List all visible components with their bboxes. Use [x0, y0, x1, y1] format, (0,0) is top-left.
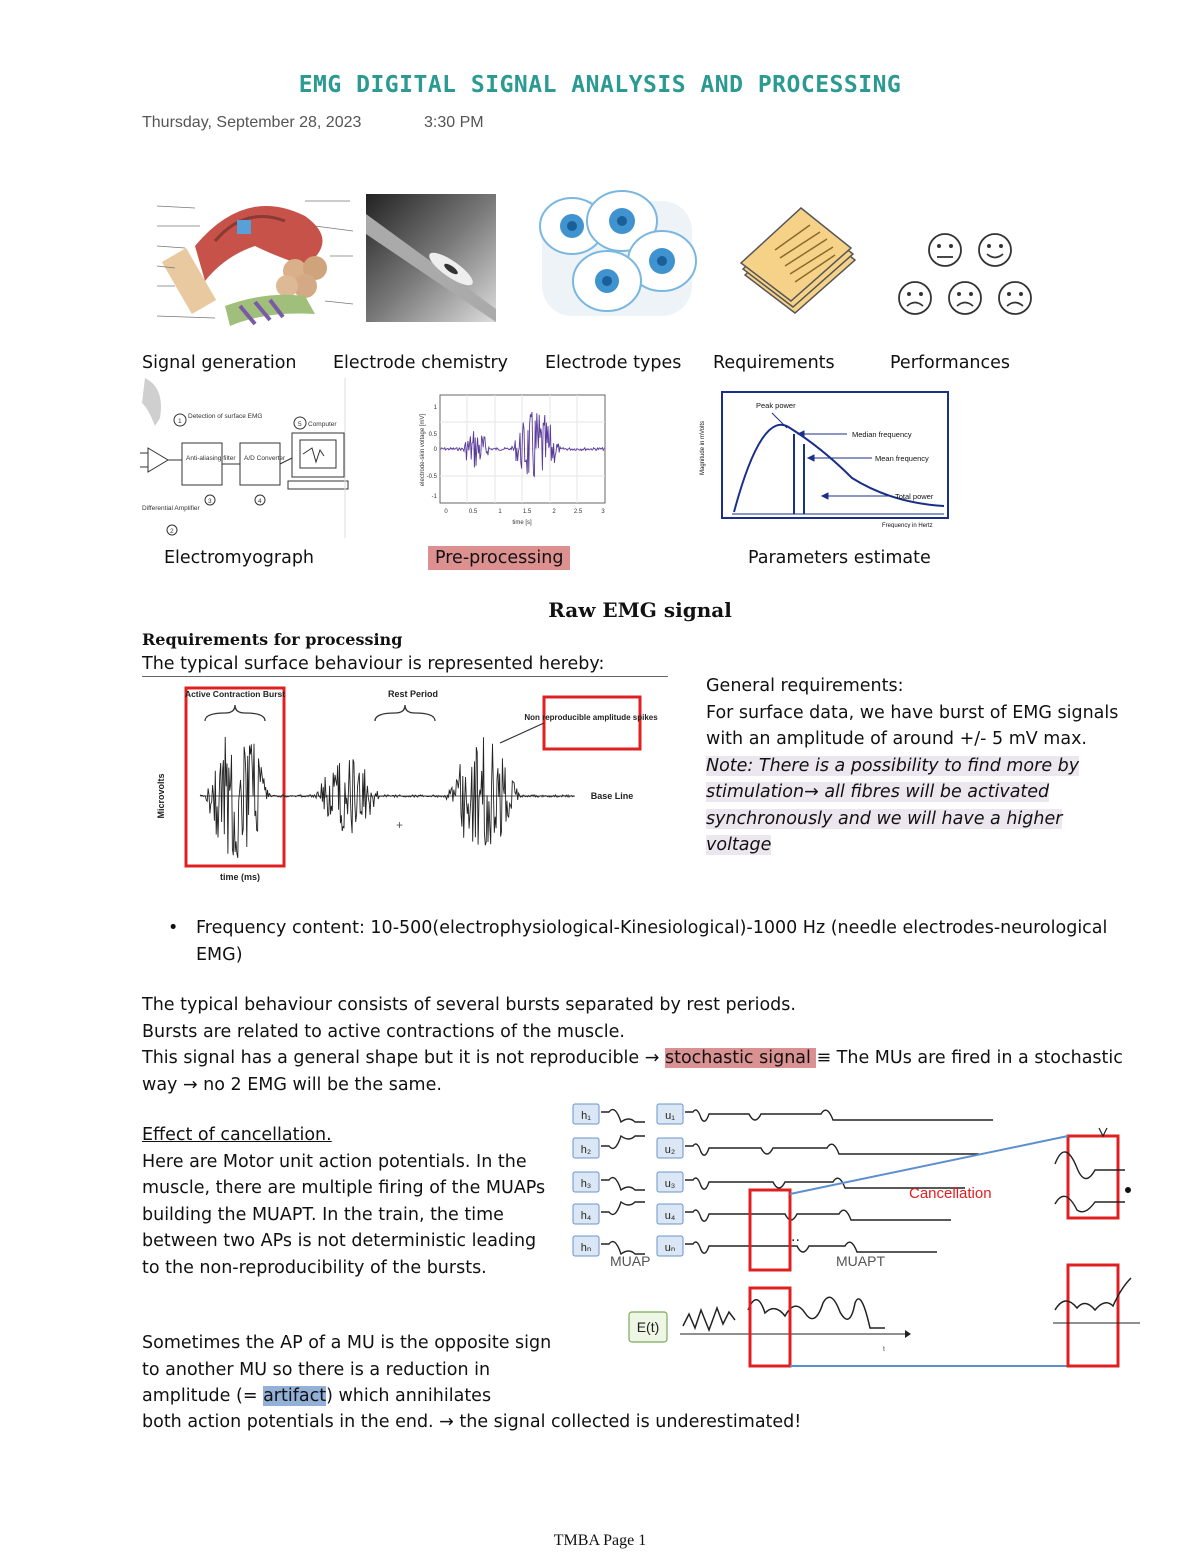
- general-requirements: [706, 673, 1121, 859]
- raw-label-nonrepro: Non reproducible amplitude spikes: [524, 713, 658, 722]
- h-box: [573, 1104, 599, 1124]
- h-box: [573, 1236, 599, 1256]
- performances-faces-image: [885, 228, 1040, 323]
- raw-label-active: Active Contraction Burst: [184, 689, 286, 699]
- pp-xlabel: time [s]: [512, 520, 532, 526]
- cancellation-text-2a: Sometimes the AP of a MU is the opposite sign to another MU so there is a reduction in amplitude (=: [142, 1333, 552, 1406]
- h-box: [573, 1172, 599, 1192]
- emg-num-1: 1: [178, 418, 182, 425]
- date-text: Thursday, September 28, 2023: [142, 114, 362, 131]
- svg-text:u₃: u₃: [664, 1178, 676, 1190]
- page-title: EMG DIGITAL SIGNAL ANALYSIS AND PROCESSING: [298, 72, 902, 98]
- time-text: 3:30 PM: [424, 114, 484, 131]
- u-box: [657, 1104, 683, 1124]
- pp-ytick: -0.5: [426, 474, 437, 480]
- caption-performances: Performances: [890, 353, 1011, 373]
- pp-ytick: 1: [433, 405, 437, 411]
- para-line-3a: This signal has a general shape but it is not reproducible →: [142, 1048, 665, 1068]
- spectrum-figure: [692, 388, 954, 528]
- h-box: [573, 1204, 599, 1224]
- pp-ytick: 0: [433, 447, 437, 453]
- emg-label-filter: Anti-aliasing filter: [186, 455, 236, 462]
- pp-ytick: -1: [431, 494, 437, 500]
- pp-xtick: 2: [552, 509, 556, 515]
- preprocessing-chart: [416, 390, 612, 530]
- raw-label-microvolts: Microvolts: [156, 773, 166, 819]
- general-requirements-text: For surface data, we have burst of EMG signals with an amplitude of around +/- 5 mV max.: [706, 702, 1119, 749]
- raw-emg-figure: [150, 683, 658, 888]
- pp-xtick: 0: [444, 509, 448, 515]
- requirements-heading: Requirements for processing: [142, 630, 403, 649]
- emg-label-detection: Detection of surface EMG: [188, 413, 263, 420]
- spectrum-label-median: Median frequency: [852, 430, 912, 439]
- pp-xtick: 1.5: [522, 509, 532, 515]
- spectrum-label-mean: Mean frequency: [875, 454, 929, 463]
- frequency-bullet: [168, 915, 1118, 968]
- emg-label-adc: A/D Converter: [244, 455, 286, 462]
- h-box: [573, 1138, 599, 1158]
- para-line-2: Bursts are related to active contractions of the muscle.: [142, 1021, 625, 1042]
- svg-text:hₙ: hₙ: [580, 1242, 592, 1254]
- caption-electrode-chemistry: Electrode chemistry: [333, 353, 509, 373]
- general-requirements-heading: General requirements:: [706, 676, 904, 696]
- pp-xtick: 1: [498, 509, 502, 515]
- caption-signal-generation: Signal generation: [142, 353, 297, 373]
- caption-preprocessing: Pre-processing: [428, 546, 570, 570]
- u-box: [657, 1138, 683, 1158]
- svg-text:u₁: u₁: [665, 1110, 675, 1122]
- emg-num-5: 5: [298, 421, 302, 428]
- muap-trace: [685, 1144, 979, 1155]
- note-text: Note: There is a possibility to find more by stimulation→ all fibres will be activated synchronously and we will have a higher voltage: [706, 755, 1080, 855]
- cancellation-section: [142, 1122, 547, 1281]
- pp-ylabel: electrode-skin voltage [mV]: [420, 413, 426, 487]
- cancellation-text-2b: both action potentials in the end. → the signal collected is underestimated!: [142, 1412, 802, 1432]
- frequency-bullet-item: • Frequency content: 10-500(electrophysiological-Kinesiological)-1000 Hz (needle electrodes-neurological EMG): [168, 915, 1118, 968]
- caption-electromyograph: Electromyograph: [164, 548, 315, 568]
- behaviour-paragraph: [142, 992, 1132, 1098]
- muap-trace: [685, 1110, 993, 1121]
- caption-requirements: Requirements: [713, 353, 835, 373]
- svg-text:u₄: u₄: [664, 1210, 676, 1222]
- caption-parameters-estimate: Parameters estimate: [748, 548, 931, 568]
- muap-label: MUAP: [610, 1253, 651, 1269]
- para-line-3: [142, 1045, 1132, 1098]
- caption-electrode-types: Electrode types: [545, 353, 682, 373]
- cancellation-text-1: Here are Motor unit action potentials. In the muscle, there are multiple firing of the MUAPs building the MUAPT. In the train, the time between two APs is not deterministic leading to the non-reproducibility of the bursts.: [142, 1151, 546, 1278]
- spectrum-label-total: Total power: [895, 492, 934, 501]
- raw-label-rest: Rest Period: [387, 689, 439, 699]
- svg-text:u₂: u₂: [664, 1144, 676, 1156]
- pp-ytick: 0.5: [428, 432, 437, 438]
- svg-text:h₂: h₂: [580, 1144, 592, 1156]
- emg-num-3: 3: [208, 498, 212, 505]
- muap-trace: [601, 1136, 645, 1148]
- muap-trace: [601, 1110, 645, 1122]
- raw-label-time: time (ms): [219, 872, 261, 882]
- pp-xtick: 3: [601, 509, 605, 515]
- u-box: [657, 1204, 683, 1224]
- para-line-3b: ≡ The MUs are fired in a stochastic way → no 2 EMG will be the same.: [142, 1048, 1123, 1095]
- emg-num-4: 4: [258, 498, 262, 505]
- spectrum-xlabel: Frequency in Hertz: [882, 523, 933, 528]
- et-label: E(t): [636, 1319, 660, 1335]
- ellipsis-dots: ..: [791, 1228, 800, 1245]
- electrode-chemistry-image: [366, 194, 496, 322]
- svg-text:uₙ: uₙ: [664, 1242, 676, 1254]
- muap-trace: [685, 1210, 951, 1221]
- para-line-1: The typical behaviour consists of several bursts separated by rest periods.: [142, 995, 796, 1015]
- muap-trace: [601, 1178, 645, 1190]
- general-requirements-note: [706, 753, 1121, 859]
- artifact-highlight: artifact: [263, 1386, 327, 1406]
- cancellation-text-2a-block: [142, 1330, 552, 1410]
- u-box: [657, 1236, 683, 1256]
- electrode-types-image: [527, 186, 702, 326]
- spectrum-label-peak: Peak power: [756, 401, 796, 410]
- page-footer: TMBA Page 1: [553, 1532, 647, 1549]
- t-label: t: [883, 1346, 885, 1353]
- pp-xtick: 0.5: [468, 509, 478, 515]
- pp-xtick: 2.5: [573, 509, 583, 515]
- stochastic-highlight: stochastic signal: [664, 1048, 817, 1068]
- emg-num-2: 2: [170, 528, 174, 535]
- raw-label-baseline: Base Line: [590, 791, 634, 801]
- emg-label-amplifier: Differential Amplifier: [142, 505, 200, 512]
- muap-trace: [685, 1242, 937, 1253]
- svg-text:h₁: h₁: [581, 1110, 591, 1122]
- emg-label-computer: Computer: [308, 421, 337, 428]
- typical-line: The typical surface behaviour is represented hereby:: [142, 652, 668, 677]
- cancellation-figure: [565, 1098, 1140, 1373]
- muap-trace: [601, 1202, 645, 1214]
- svg-text:+: +: [396, 818, 404, 832]
- electromyograph-figure: [140, 378, 350, 538]
- spectrum-ylabel: Magnitude in mVolts: [700, 420, 706, 476]
- cancellation-label: Cancellation: [909, 1185, 992, 1202]
- section-title: Raw EMG signal: [548, 598, 732, 622]
- u-box: [657, 1172, 683, 1192]
- signal-generation-image: [155, 186, 355, 336]
- svg-text:h₃: h₃: [580, 1178, 592, 1190]
- cancellation-heading: Effect of cancellation.: [142, 1125, 332, 1145]
- svg-text:h₄: h₄: [580, 1210, 592, 1222]
- requirements-image: [735, 205, 860, 315]
- muapt-label: MUAPT: [836, 1253, 885, 1269]
- cancellation-text-2b-start: ) which annihilates: [326, 1386, 492, 1406]
